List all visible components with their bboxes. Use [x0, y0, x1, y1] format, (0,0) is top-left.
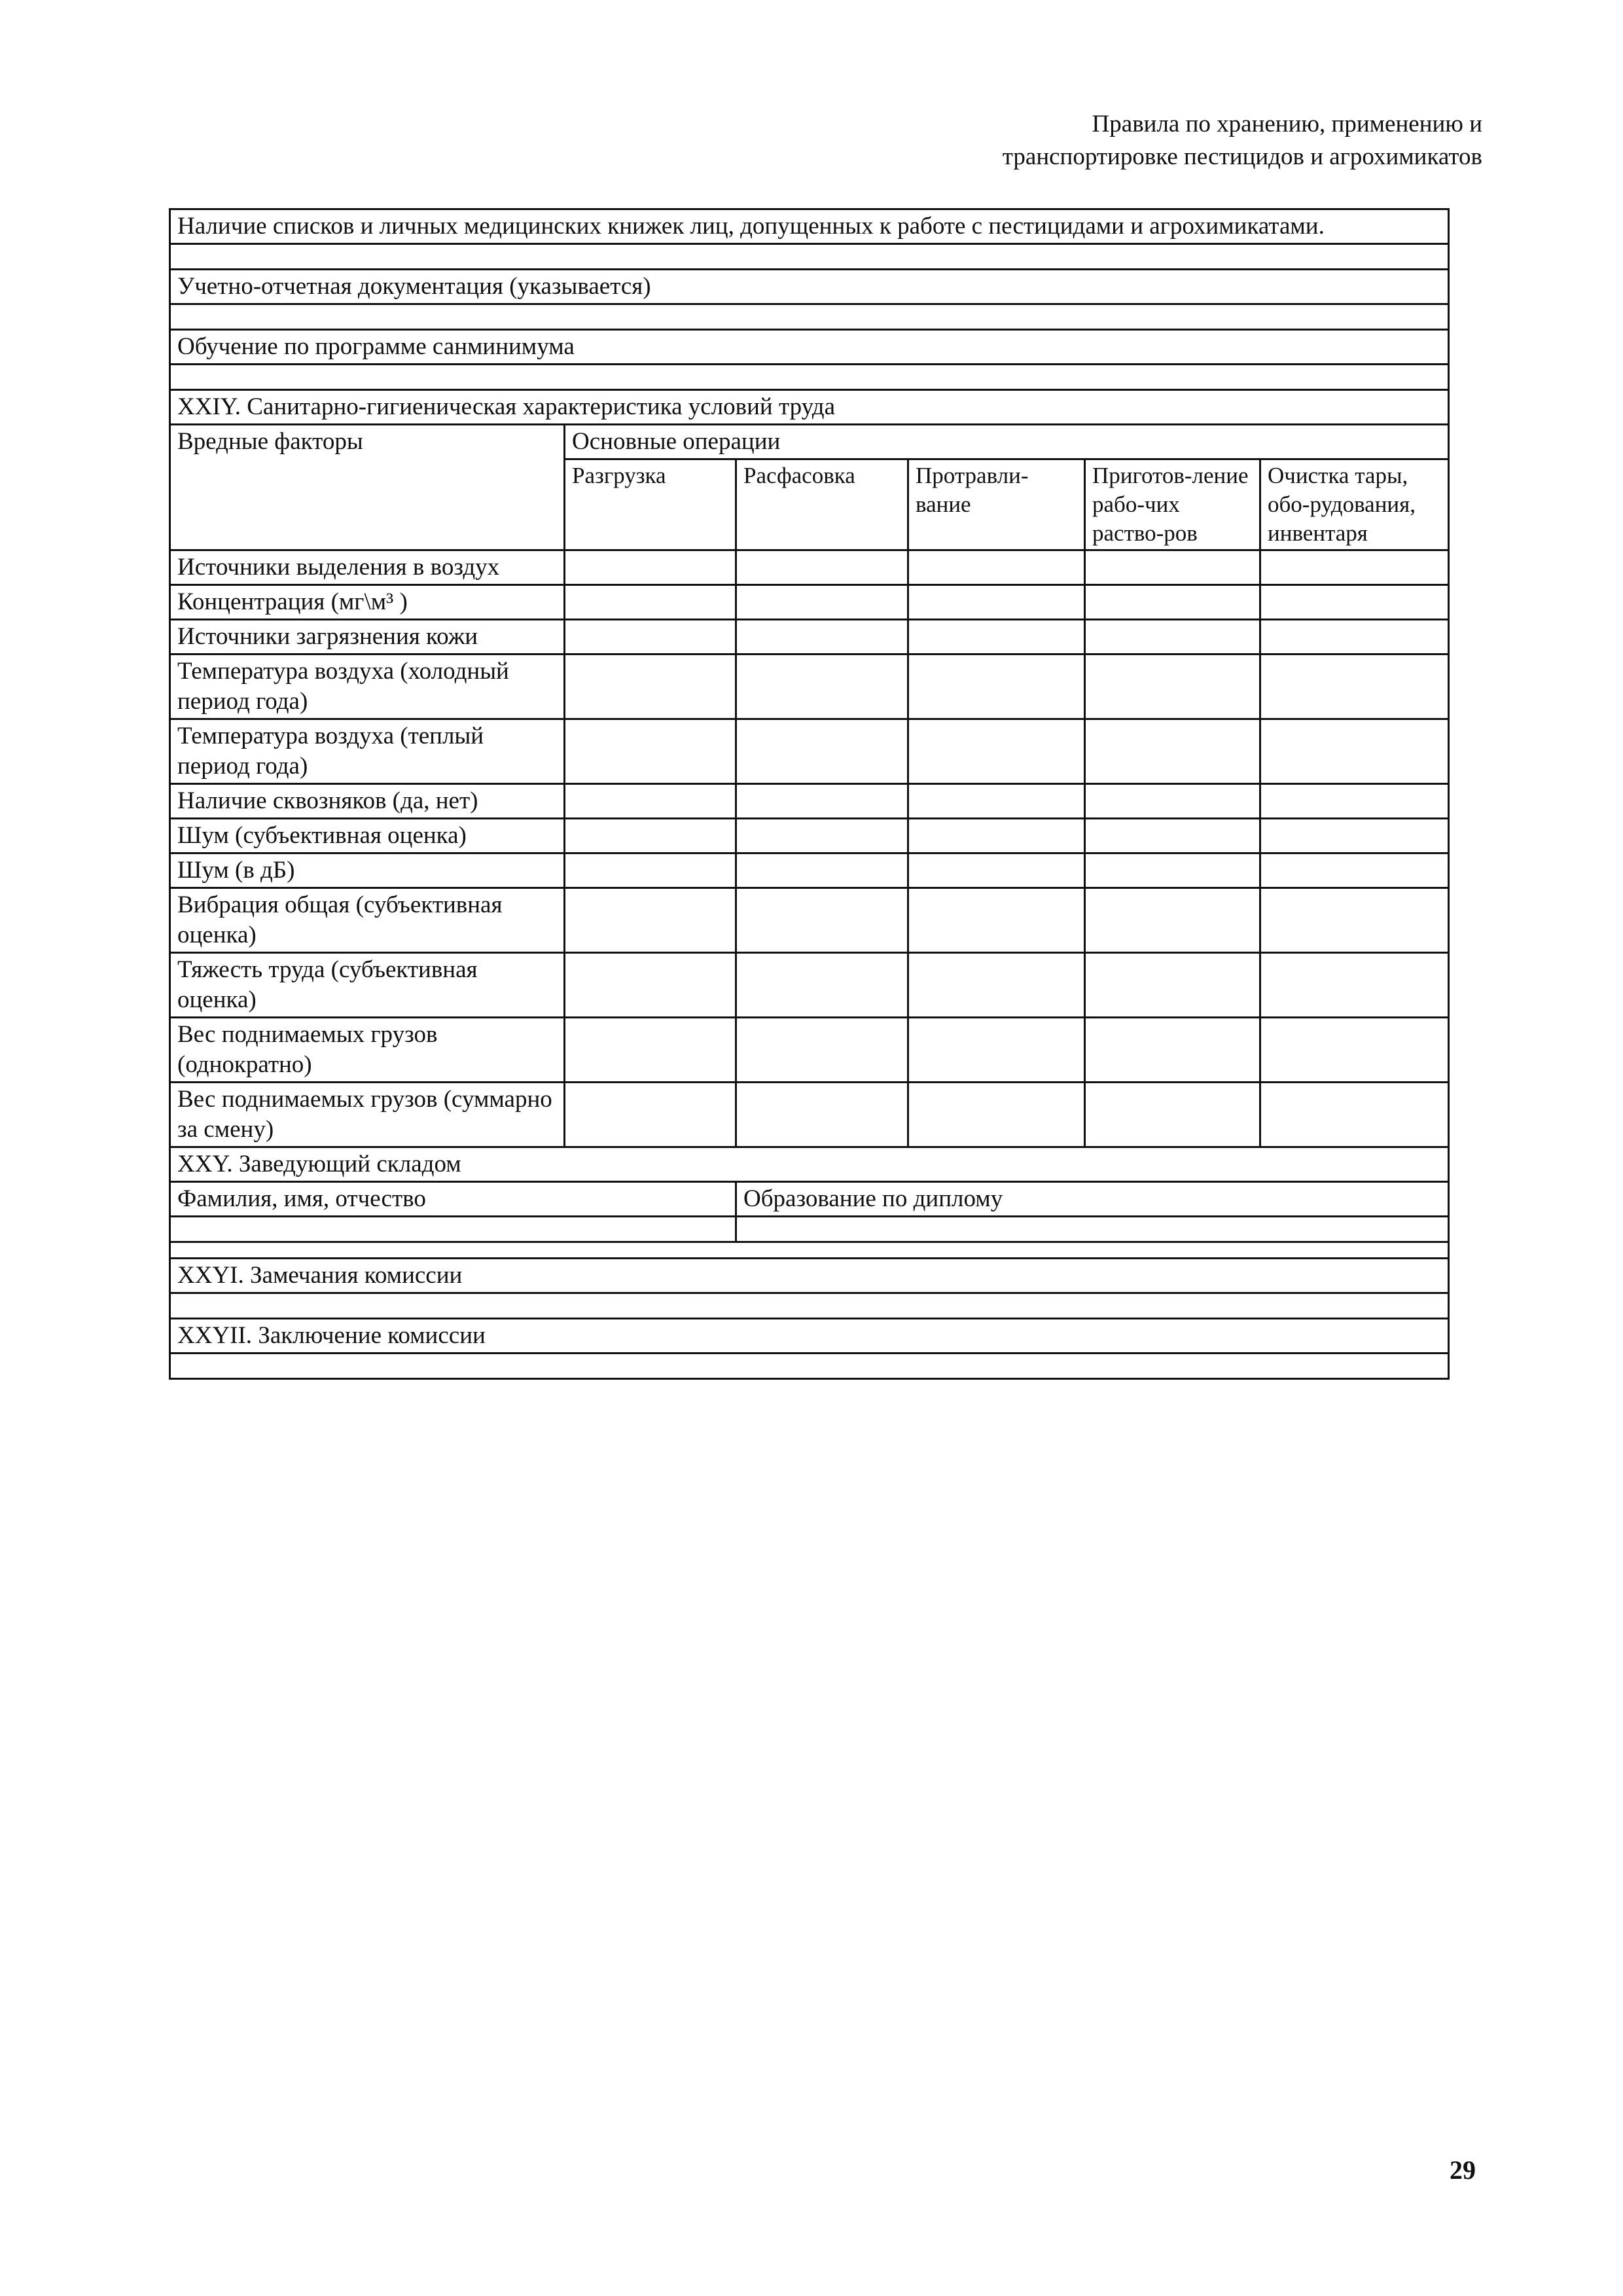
- factor-row-label: Шум (субъективная оценка): [170, 819, 565, 853]
- factor-cell: [1260, 853, 1449, 888]
- factor-cell: [1085, 1018, 1260, 1083]
- factor-cell: [1085, 1083, 1260, 1147]
- factor-cell: [1260, 953, 1449, 1018]
- factor-row-label: Вибрация общая (субъективная оценка): [170, 888, 565, 953]
- factor-cell: [1260, 819, 1449, 853]
- factor-cell: [1085, 784, 1260, 819]
- blank-row: [170, 304, 1449, 330]
- factor-cell: [1085, 550, 1260, 585]
- factor-row-label: Концентрация (мг\м³ ): [170, 585, 565, 620]
- factor-cell: [565, 1083, 736, 1147]
- factor-cell: [1085, 819, 1260, 853]
- factor-cell: [565, 784, 736, 819]
- section-remarks: XXYI. Замечания комиссии: [170, 1259, 1449, 1293]
- warehouse-education-label: Образование по диплому: [736, 1182, 1449, 1217]
- blank-row: [170, 244, 1449, 270]
- factor-cell: [908, 719, 1085, 784]
- factor-cell: [736, 888, 908, 953]
- running-header: [1003, 108, 1482, 173]
- factor-cell: [908, 585, 1085, 620]
- factor-cell: [736, 655, 908, 719]
- factor-cell: [736, 550, 908, 585]
- factor-cell: [908, 550, 1085, 585]
- factor-cell: [565, 585, 736, 620]
- blank-row: [170, 1354, 1449, 1379]
- factor-cell: [565, 953, 736, 1018]
- factor-cell: [1085, 953, 1260, 1018]
- warehouse-name-value: [170, 1217, 736, 1242]
- operation-packing: Расфасовка: [736, 459, 908, 550]
- factor-cell: [736, 1018, 908, 1083]
- section-accounting: Учетно-отчетная документация (указывается): [170, 270, 1449, 304]
- factor-cell: [565, 550, 736, 585]
- running-header-line-1: Правила по хранению, применению и: [1092, 111, 1482, 137]
- factor-cell: [1085, 853, 1260, 888]
- operation-unloading: Разгрузка: [565, 459, 736, 550]
- factor-cell: [736, 585, 908, 620]
- factor-cell: [1085, 655, 1260, 719]
- section-warehouse-head: XXY. Заведующий складом: [170, 1147, 1449, 1182]
- warehouse-education-value: [736, 1217, 1449, 1242]
- factor-cell: [565, 819, 736, 853]
- factor-cell: [1260, 719, 1449, 784]
- factors-header: Вредные факторы: [170, 425, 565, 550]
- section-conclusion: XXYII. Заключение комиссии: [170, 1319, 1449, 1354]
- factor-cell: [908, 655, 1085, 719]
- warehouse-name-label: Фамилия, имя, отчество: [170, 1182, 736, 1217]
- factor-cell: [908, 853, 1085, 888]
- page-number: 29: [1450, 2155, 1476, 2185]
- factor-row-label: Вес поднимаемых грузов (однократно): [170, 1018, 565, 1083]
- factor-cell: [1085, 719, 1260, 784]
- factor-cell: [736, 853, 908, 888]
- section-sanitary: XXIY. Санитарно-гигиеническая характеристика условий труда: [170, 390, 1449, 425]
- factor-cell: [908, 953, 1085, 1018]
- operation-cleaning: Очистка тары, обо-рудования, инвентаря: [1260, 459, 1449, 550]
- inspection-form-table: [169, 208, 1450, 1380]
- factor-cell: [565, 853, 736, 888]
- section-med-books: Наличие списков и личных медицинских книжек лиц, допущенных к работе с пестицидами и агрохимикатами.: [170, 209, 1449, 244]
- factor-cell: [908, 1083, 1085, 1147]
- factor-cell: [1260, 585, 1449, 620]
- factor-cell: [1260, 655, 1449, 719]
- factor-row-label: Тяжесть труда (субъективная оценка): [170, 953, 565, 1018]
- factor-cell: [736, 719, 908, 784]
- factor-cell: [736, 620, 908, 655]
- factor-cell: [1260, 1083, 1449, 1147]
- factor-cell: [565, 655, 736, 719]
- factor-cell: [908, 1018, 1085, 1083]
- blank-row: [170, 365, 1449, 390]
- factor-row-label: Вес поднимаемых грузов (суммарно за смену): [170, 1083, 565, 1147]
- factor-cell: [1260, 784, 1449, 819]
- factor-cell: [565, 888, 736, 953]
- operations-header: Основные операции: [565, 425, 1449, 459]
- factor-row-label: Температура воздуха (холодный период года): [170, 655, 565, 719]
- factor-row-label: Наличие сквозняков (да, нет): [170, 784, 565, 819]
- factor-cell: [908, 888, 1085, 953]
- factor-cell: [736, 953, 908, 1018]
- factor-cell: [1085, 888, 1260, 953]
- factor-cell: [1260, 1018, 1449, 1083]
- section-training: Обучение по программе санминимума: [170, 330, 1449, 365]
- factor-cell: [1085, 620, 1260, 655]
- factor-row-label: Источники загрязнения кожи: [170, 620, 565, 655]
- factor-cell: [1260, 550, 1449, 585]
- factor-cell: [736, 1083, 908, 1147]
- factor-cell: [565, 719, 736, 784]
- factor-cell: [565, 620, 736, 655]
- factor-cell: [908, 819, 1085, 853]
- factor-cell: [1260, 888, 1449, 953]
- factor-cell: [908, 620, 1085, 655]
- factor-cell: [908, 784, 1085, 819]
- factor-cell: [736, 784, 908, 819]
- factor-cell: [736, 819, 908, 853]
- operation-treating: Протравли-вание: [908, 459, 1085, 550]
- factor-row-label: Источники выделения в воздух: [170, 550, 565, 585]
- blank-row: [170, 1242, 1449, 1259]
- operation-solutions: Приготов-ление рабо-чих раство-ров: [1085, 459, 1260, 550]
- factor-row-label: Шум (в дБ): [170, 853, 565, 888]
- blank-row: [170, 1293, 1449, 1319]
- factor-cell: [1085, 585, 1260, 620]
- factor-cell: [565, 1018, 736, 1083]
- running-header-line-2: транспортировке пестицидов и агрохимикатов: [1002, 143, 1482, 170]
- factor-cell: [1260, 620, 1449, 655]
- factor-row-label: Температура воздуха (теплый период года): [170, 719, 565, 784]
